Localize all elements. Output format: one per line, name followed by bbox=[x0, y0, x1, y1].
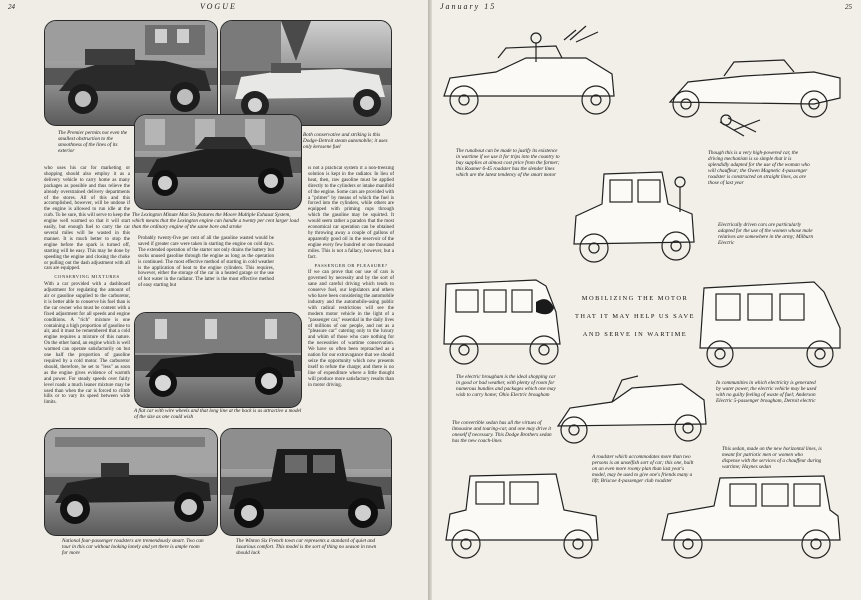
dodge-car-illustration bbox=[221, 21, 391, 125]
illustration-roamer-runabout bbox=[436, 22, 622, 118]
caption-national: National four-passenger roadsters are tremendously smart. Two can tour in this car without looking lonely and yet there is ample room for more bbox=[62, 538, 204, 557]
left-page bbox=[0, 0, 428, 600]
column-2-text: Probably twenty-five per cent of all the gasoline wasted would be saved if greater care were taken in starting the engine on cold days. The extended operation of the starter not only drains the battery but sucks unused gasoline through the engine as long as the operation is continued. The most effective method of starting in cold weather is the application of heat to the engine cylinders. This requires, however, either the storage of the car in a heated garage or the use of hot water in the radiator. The latter is the most effective method of easy starting but bbox=[138, 236, 274, 289]
headline-line-2: THAT IT MAY HELP US SAVE bbox=[575, 313, 695, 320]
caption-ohio-brougham: The electric brougham is the ideal shopping car in good or bad weather, with plenty of room for numerous bundles and packages which one may wish to carry home; Ohio Electric brougham bbox=[456, 374, 556, 399]
illustration-owen-magnetic bbox=[664, 48, 844, 140]
caption-electric-left: Electrically driven cars are particularly adapted for the use of the women whose male relatives are somewhere in the army; Milburn Electric bbox=[718, 222, 814, 247]
lexington-car-illustration bbox=[135, 115, 301, 209]
column-2 bbox=[138, 236, 274, 289]
caption-owen-magnetic: Though this is a very high-powered car, the driving mechanism is so simple that it is splendidly adapted for the use of the woman who will chauffeur; the Owen Magnetic 4-passenger roadster is constructed on straight lines, as are those of last year bbox=[708, 150, 810, 187]
ohio-brougham-drawing bbox=[436, 272, 566, 370]
photo-premier bbox=[44, 20, 218, 126]
illustration-dodge-sedan bbox=[436, 470, 604, 566]
folio-right: 25 bbox=[845, 3, 852, 11]
electric-coupe-drawing bbox=[564, 164, 702, 272]
illustration-briscoe-roadster bbox=[552, 370, 712, 454]
caption-briscoe: A roadster which accommodates more than two persons is an unselfish sort of car; this one, built on an even more roomy plan than last year's model, may be used to give one's friends many a lift; Briscoe 4-passenger club roadster bbox=[592, 454, 694, 485]
illustration-milburn-electric bbox=[694, 272, 846, 370]
headline-line-1: MOBILIZING THE MOTOR bbox=[581, 295, 689, 302]
illustration-ohio-brougham bbox=[436, 272, 566, 370]
folio-left: 24 bbox=[8, 3, 15, 11]
photo-national bbox=[44, 428, 218, 536]
photo-wire-wheels bbox=[134, 312, 302, 408]
premier-car-illustration bbox=[45, 21, 217, 125]
caption-haynes: This sedan, made on the new horizontal lines, is meant for patriotic men or women who dispense with the services of a chauffeur during wartime; Haynes sedan bbox=[722, 446, 822, 471]
subhead-passenger-or-pleasure: PASSENGER OR PLEASURE? bbox=[314, 262, 388, 268]
photo-winton bbox=[220, 428, 392, 536]
right-page bbox=[432, 0, 861, 600]
headline-line-3: AND SERVE IN WARTIME bbox=[582, 331, 688, 338]
column-3 bbox=[308, 166, 394, 418]
column-1-text: who uses his car for marketing or shopping should also employ it as a delivery vehicle to carry home as many packages as possible and thus relieve the already overstrained delivery departments of the stores. All of this and this accomplished, however, will be undone if the engine is allowed to run idle at the curb. To be sure, this will serve to keep the engine well warmed so that it will start easily, but enough fuel to carry the car several miles will be wasted in this manner. It is much better to stop the engine before the spark is turned off, starting will be easy. This may be done by speeding the engine and closing the choke or pulling out the dash adjustment with all cars are equipped. bbox=[44, 166, 130, 272]
milburn-electric-drawing bbox=[694, 272, 846, 370]
caption-winton: The Winton Six French town car represents a standard of quiet and luxurious comfort. This model is the sort of thing no season in town should lack bbox=[236, 538, 377, 557]
caption-wire-wheels: A flat car with wire wheels and that long line at the back is as attractive a model of the size as one could wish bbox=[134, 408, 302, 421]
owen-magnetic-drawing bbox=[664, 48, 844, 140]
caption-lexington: The Lexington Minute Man Six features the Moore Multiple Exhaust System, which means that the Lexington engine can handle a twenty per cent larger load than the ordinary engine of the same bore and stroke bbox=[132, 212, 299, 231]
photo-lexington bbox=[134, 114, 302, 210]
dodge-sedan-drawing bbox=[436, 470, 604, 566]
briscoe-roadster-drawing bbox=[552, 370, 712, 454]
winton-car-illustration bbox=[221, 429, 391, 535]
column-3-text: is not a practical system if a non-freezing solution is kept in the radiator. In lieu of heat, then, raw gasoline must be applied directly to the cylinders or intake manifold of the engine. Some cars are provided with a "primer" by means of which the fuel is forced into the cylinders, while others are equipped with priming cups through which the gasoline may be squirted. It would seem rather a paradox that the most economical car operation can be obtained by throwing away a couple of gallons of apparently good oil in the reservoir of the engine every few hundred or one thousand miles. This is not a fallacy, however, but a fact. bbox=[308, 166, 394, 260]
illustration-electric-coupe bbox=[564, 164, 702, 272]
wire-wheels-car-illustration bbox=[135, 313, 301, 407]
roamer-drawing bbox=[436, 22, 622, 118]
running-head-left: VOGUE bbox=[200, 2, 237, 11]
column-3-text-2: If we can prove that our use of cars is governed by necessity and by the sort of sane and careful driving which tends to conserve fuel, our legislators and others who have been considering the automobile industry and the automobile-using public with radical restrictions will see the modern motor vehicle in the light of a "passenger car," essential in the daily lives of millions of our people, and not as a "pleasure car" catering only to the luxury and whim of those who care nothing for the necessities of wartime conservation. We have so often been reproached as a nation for our extravagance that we should seize the opportunity which now presents itself to refute the charge; and there is no line of expenditure where a little thought will produce more satisfactory results than in motor driving. bbox=[308, 270, 394, 388]
haynes-sedan-drawing bbox=[654, 470, 846, 566]
national-car-illustration bbox=[45, 429, 217, 535]
subhead-conserving-mixtures: CONSERVING MIXTURES bbox=[54, 274, 120, 280]
caption-convertible: The convertible sedan has all the virtues of limousine and touring-car, and one may drive it oneself if necessary. This Dodge Brothers sedan has the new coach-lines bbox=[452, 420, 552, 445]
illustration-haynes-sedan bbox=[654, 470, 846, 566]
caption-anderson: In communities in which electricity is generated by water power, the electric vehicle may be used with no guilty feeling of waste of fuel; Anderson Electric 5-passenger brougham, Detroit electric bbox=[716, 380, 817, 405]
caption-roamer: The runabout can be made to justify its existence in wartime if we use it for trips into the country to buy supplies at almost cost price from the farmer; this Roamer 6-45 roadster has the slender lines which are the latest tendency of the smart motor bbox=[456, 148, 560, 179]
column-1 bbox=[44, 166, 130, 406]
caption-dodge: Both conservative and striking is this Dodge-Detroit steam automobile; it uses only kerosene fuel bbox=[303, 132, 388, 151]
caption-premier: The Premier permits not even the smallest obstruction to the smoothness of the lines of its exterior bbox=[58, 130, 128, 155]
column-1-text-2: With a car provided with a dashboard adjustment for regulating the amount of air or gasoline supplied to the carburetor, it is better able to conserve his fuel than is the car owner who must be content with a fixed adjustment for all speeds and engine conditions. A "rich" mixture is one containing a high proportion of gasoline to air, and it must be remembered that a cold engine requires a mixture of this nature. On the other hand, an engine which is well warmed can operate satisfactorily on but one half the proportion of gasoline required by a cold motor. The carburetor should, therefore, be set to "less" as soon as the engine gives evidence of warmth and power. For steady speeds over fairly level roads a much leaner mixture may be used than when the car is forced to climb hills or to vary its speed between wide limits. bbox=[44, 282, 130, 406]
headline bbox=[560, 290, 710, 344]
running-head-right: January 15 bbox=[440, 2, 497, 11]
photo-dodge bbox=[220, 20, 392, 126]
